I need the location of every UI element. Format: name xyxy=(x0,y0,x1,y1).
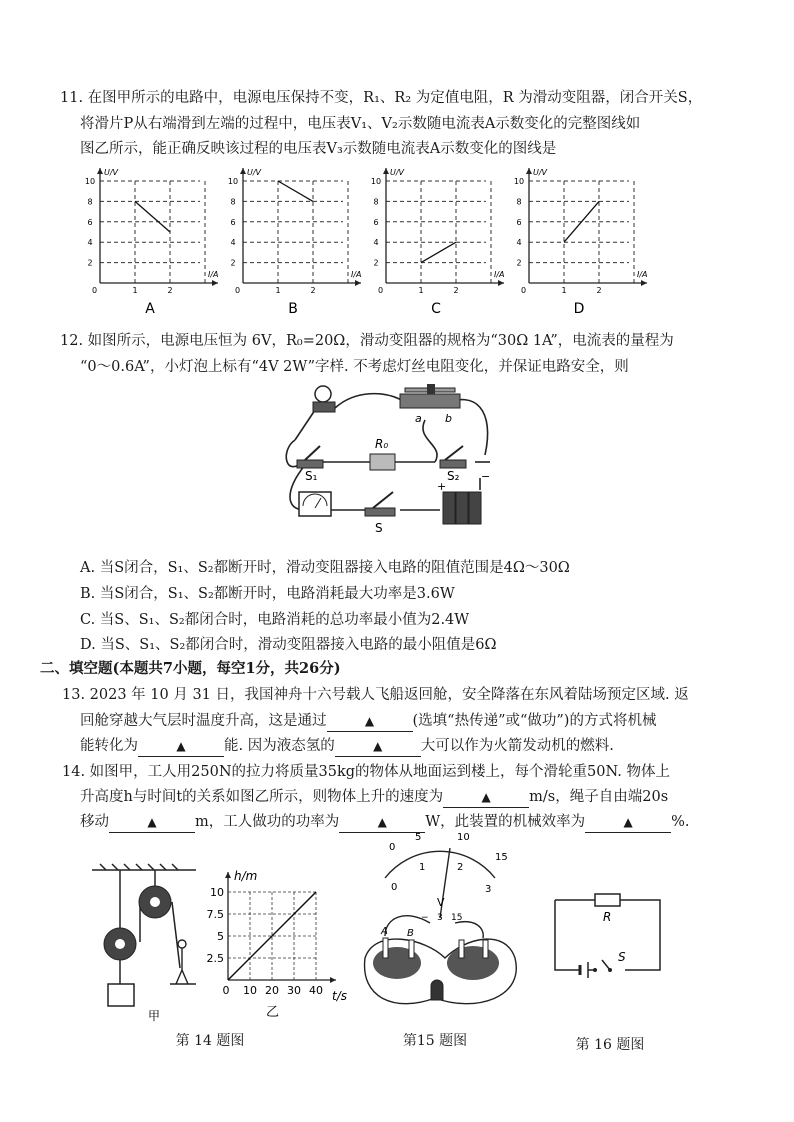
q11-xtick-label: 1 xyxy=(418,286,424,295)
s-label: S xyxy=(375,521,383,535)
q11-xlabel: I/A xyxy=(351,270,362,279)
q14-line3-c: W，此装置的机械效率为 xyxy=(425,814,586,830)
section-2-title: 二、填空题(本题共7小题，每空1分，共26分) xyxy=(40,660,341,677)
q11-origin-label: 0 xyxy=(235,286,241,295)
fig15-top-5: 5 xyxy=(415,832,422,843)
q14-line2 xyxy=(80,787,668,808)
q11-ytick-label: 2 xyxy=(230,258,236,268)
fig14-xtick-label: 30 xyxy=(287,984,301,997)
fig15-electrode-a: A xyxy=(381,926,388,937)
fig15-electrode-b: B xyxy=(407,928,414,939)
q11-ytick-label: 2 xyxy=(87,258,93,268)
fig15-terminal-3: 3 xyxy=(437,913,443,923)
q11-ytick-label: 6 xyxy=(373,217,379,227)
q11-ytick-label: 10 xyxy=(370,177,382,186)
switch-s-icon xyxy=(365,492,395,535)
q11-ytick-label: 8 xyxy=(87,197,93,207)
q13-line2-a: 回舱穿越大气层时温度升高，这是通过 xyxy=(80,713,327,729)
fruit-right-icon xyxy=(447,946,499,980)
fig14-caption: 第 14 题图 xyxy=(175,1033,245,1049)
q13-blank-1[interactable]: ▲ xyxy=(327,711,413,732)
fig14-ylabel: h/m xyxy=(234,869,258,883)
q11-ytick-label: 4 xyxy=(230,238,236,248)
fig14-xtick-label: 20 xyxy=(265,984,279,997)
q11-ytick-label: 2 xyxy=(516,258,522,268)
q11-x-arrow xyxy=(355,280,361,286)
resistor-r-icon xyxy=(595,894,620,906)
q14-line2-b: m/s，绳子自由端20s xyxy=(529,789,669,805)
q11-xtick-label: 1 xyxy=(561,286,567,295)
q11-ytick-label: 4 xyxy=(373,238,379,248)
q14-line1: 14. 如图甲，工人用250N的拉力将质量35kg的物体从地面运到楼上，每个滑轮重50N. 物体上 xyxy=(62,764,670,780)
q11-origin-label: 0 xyxy=(378,286,384,295)
fig15-voltmeter-figure xyxy=(355,828,525,1028)
r0-label: R₀ xyxy=(375,437,389,451)
q13-line3-b: 能. 因为液态氢的 xyxy=(224,738,335,754)
q11-x-arrow xyxy=(641,280,647,286)
q11-xtick-label: 2 xyxy=(310,286,316,295)
q12-circuit-figure xyxy=(275,380,515,550)
q11-ytick-label: 6 xyxy=(516,217,522,227)
fig14-ytick-label: 2.5 xyxy=(206,952,224,965)
battery-plus-label: + xyxy=(437,480,447,493)
battery-icon xyxy=(437,470,490,524)
q11-ytick-label: 8 xyxy=(373,197,379,207)
q11-option-label-d: D xyxy=(573,301,585,317)
q13-line3-a: 能转化为 xyxy=(80,738,138,754)
fig15-terminal-neg: − xyxy=(421,913,429,923)
q13-blank-2[interactable]: ▲ xyxy=(138,736,224,757)
fig14-x-arrow xyxy=(330,977,336,983)
q11-ytick-label: 2 xyxy=(373,258,379,268)
q13-blank-3[interactable]: ▲ xyxy=(335,736,421,757)
q11-line2: 将滑片P从右端滑到左端的过程中，电压表V₁、V₂示数随电流表A示数变化的完整图线如 xyxy=(80,116,641,132)
q13-line1: 13. 2023 年 10 月 31 日，我国神舟十六号载人飞船返回舱，安全降落在东风着陆场预定区域. 返 xyxy=(62,687,689,703)
q11-ylabel: U/V xyxy=(247,168,262,177)
fig14-yi-label: 乙 xyxy=(266,1005,280,1020)
q11-xtick-label: 2 xyxy=(596,286,602,295)
q13-line3 xyxy=(80,736,614,757)
fig15-meter-v: V xyxy=(437,896,445,909)
lamp-icon xyxy=(313,386,335,412)
fig14-pulley-figure xyxy=(90,862,200,1022)
q14-blank-4[interactable]: ▲ xyxy=(585,812,671,833)
q11-xlabel: I/A xyxy=(637,270,648,279)
q13-line2-b: (选填“热传递”或“做功”)的方式将机械 xyxy=(412,713,657,729)
fig14-ytick-label: 7.5 xyxy=(206,908,224,921)
fig14-ht-graph xyxy=(200,868,347,1020)
resistor-r0-icon xyxy=(370,437,395,470)
fig15-top-10: 10 xyxy=(457,832,470,843)
q11-y-arrow xyxy=(240,168,246,174)
q11-graphs xyxy=(85,160,685,320)
q11-ylabel: U/V xyxy=(533,168,548,177)
fig15-top-zero: 0 xyxy=(389,842,396,853)
q11-ytick-label: 6 xyxy=(230,217,236,227)
q11-x-arrow xyxy=(498,280,504,286)
q14-blank-3[interactable]: ▲ xyxy=(339,812,425,833)
fig15-terminal-15: 15 xyxy=(451,913,463,923)
fig14-xlabel: t/s xyxy=(332,989,347,1003)
q12-option-d: D. 当S、S₁、S₂都闭合时，滑动变阻器接入电路的最小阻值是6Ω xyxy=(80,637,497,653)
q11-ytick-label: 8 xyxy=(516,197,522,207)
q11-xtick-label: 1 xyxy=(132,286,138,295)
q11-xtick-label: 2 xyxy=(453,286,459,295)
q11-ytick-label: 6 xyxy=(87,217,93,227)
q11-origin-label: 0 xyxy=(92,286,98,295)
fig16-r-label: R xyxy=(603,910,612,924)
fig14-xtick-label: 0 xyxy=(222,984,230,997)
q11-option-label-c: C xyxy=(431,301,441,317)
q12-option-c: C. 当S、S₁、S₂都闭合时，电路消耗的总功率最小值为2.4W xyxy=(80,612,470,628)
rheostat-a-label: a xyxy=(415,412,422,425)
q11-x-arrow xyxy=(212,280,218,286)
q11-ylabel: U/V xyxy=(390,168,405,177)
q11-ytick-label: 4 xyxy=(87,238,93,248)
q14-line3-a: 移动 xyxy=(80,814,109,830)
fig16-caption: 第 16 题图 xyxy=(575,1037,645,1053)
q11-y-arrow xyxy=(526,168,532,174)
q11-graph-a xyxy=(85,168,219,317)
s2-label: S₂ xyxy=(447,469,460,483)
q12-option-a: A. 当S闭合，S₁、S₂都断开时，滑动变阻器接入电路的阻值范围是4Ω～30Ω xyxy=(80,560,570,576)
q11-option-label-a: A xyxy=(145,301,155,317)
q11-option-label-b: B xyxy=(288,301,298,317)
fig15-caption: 第15 题图 xyxy=(402,1033,468,1049)
q14-line2-a: 升高度h与时间t的关系如图乙所示，则物体上升的速度为 xyxy=(80,789,444,805)
q11-ytick-label: 4 xyxy=(516,238,522,248)
q13-line3-c: 大可以作为火箭发动机的燃料. xyxy=(420,738,614,754)
fig16-circuit-figure xyxy=(550,885,665,985)
q11-y-arrow xyxy=(97,168,103,174)
q13-line2 xyxy=(80,711,656,732)
fig14-ytick-label: 5 xyxy=(217,930,224,943)
q14-blank-2[interactable]: ▲ xyxy=(109,812,195,833)
q11-line3: 图乙所示，能正确反映该过程的电压表V₃示数随电流表A示数变化的图线是 xyxy=(80,141,557,157)
q11-ytick-label: 10 xyxy=(513,177,525,186)
q11-data-line-c xyxy=(421,242,456,262)
fig14-xtick-label: 40 xyxy=(309,984,323,997)
q11-graph-c xyxy=(371,168,505,317)
ammeter-icon xyxy=(299,492,331,516)
q11-xtick-label: 1 xyxy=(275,286,281,295)
fig14-ytick-label: 10 xyxy=(210,886,224,899)
load-block-icon xyxy=(108,984,134,1006)
q11-graph-d xyxy=(514,168,648,317)
q11-ytick-label: 8 xyxy=(230,197,236,207)
switch-s2-icon xyxy=(440,446,466,483)
q11-xtick-label: 2 xyxy=(167,286,173,295)
battery-minus-label: − xyxy=(481,470,491,483)
fig14-data-line xyxy=(228,892,316,980)
fig14-xtick-label: 10 xyxy=(243,984,257,997)
led-icon xyxy=(431,980,443,1000)
q11-line1: 11. 在图甲所示的电路中，电源电压保持不变，R₁、R₂ 为定值电阻，R 为滑动变阻器，闭合开关S， xyxy=(60,90,703,106)
rheostat-icon xyxy=(400,384,460,425)
fig15-bottom-3: 3 xyxy=(485,884,492,895)
q12-line2: “0～0.6A”，小灯泡上标有“4V 2W”字样. 不考虑灯丝电阻变化，并保证电路安全，则 xyxy=(80,359,629,375)
q11-origin-label: 0 xyxy=(521,286,527,295)
q14-blank-1[interactable]: ▲ xyxy=(443,787,529,808)
q14-line3-b: m，工人做功的功率为 xyxy=(195,814,340,830)
switch-s1-icon xyxy=(297,446,323,483)
fig15-bottom-1: 1 xyxy=(419,862,426,873)
q11-graph-b xyxy=(228,168,362,317)
fig16-s-label: S xyxy=(618,950,626,964)
q11-ytick-label: 10 xyxy=(227,177,239,186)
q12-option-b: B. 当S闭合，S₁、S₂都断开时，电路消耗最大功率是3.6W xyxy=(80,586,455,602)
fig14-jia-label: 甲 xyxy=(148,1009,161,1023)
fig14-y-arrow xyxy=(225,872,231,878)
q11-xlabel: I/A xyxy=(494,270,505,279)
fig15-bottom-zero: 0 xyxy=(391,882,398,893)
q11-xlabel: I/A xyxy=(208,270,219,279)
q14-line3-d: %. xyxy=(671,814,690,830)
q12-line1: 12. 如图所示，电源电压恒为 6V，R₀=20Ω，滑动变阻器的规格为“30Ω 1A”，电流表的量程为 xyxy=(60,333,674,349)
fig15-bottom-2: 2 xyxy=(457,862,464,873)
q11-ytick-label: 10 xyxy=(84,177,96,186)
q11-data-line-b xyxy=(278,181,313,201)
fig15-top-15: 15 xyxy=(495,852,508,863)
s1-label: S₁ xyxy=(305,469,318,483)
q11-data-line-a xyxy=(135,201,170,232)
q11-y-arrow xyxy=(383,168,389,174)
rheostat-b-label: b xyxy=(445,412,452,425)
q11-ylabel: U/V xyxy=(104,168,119,177)
